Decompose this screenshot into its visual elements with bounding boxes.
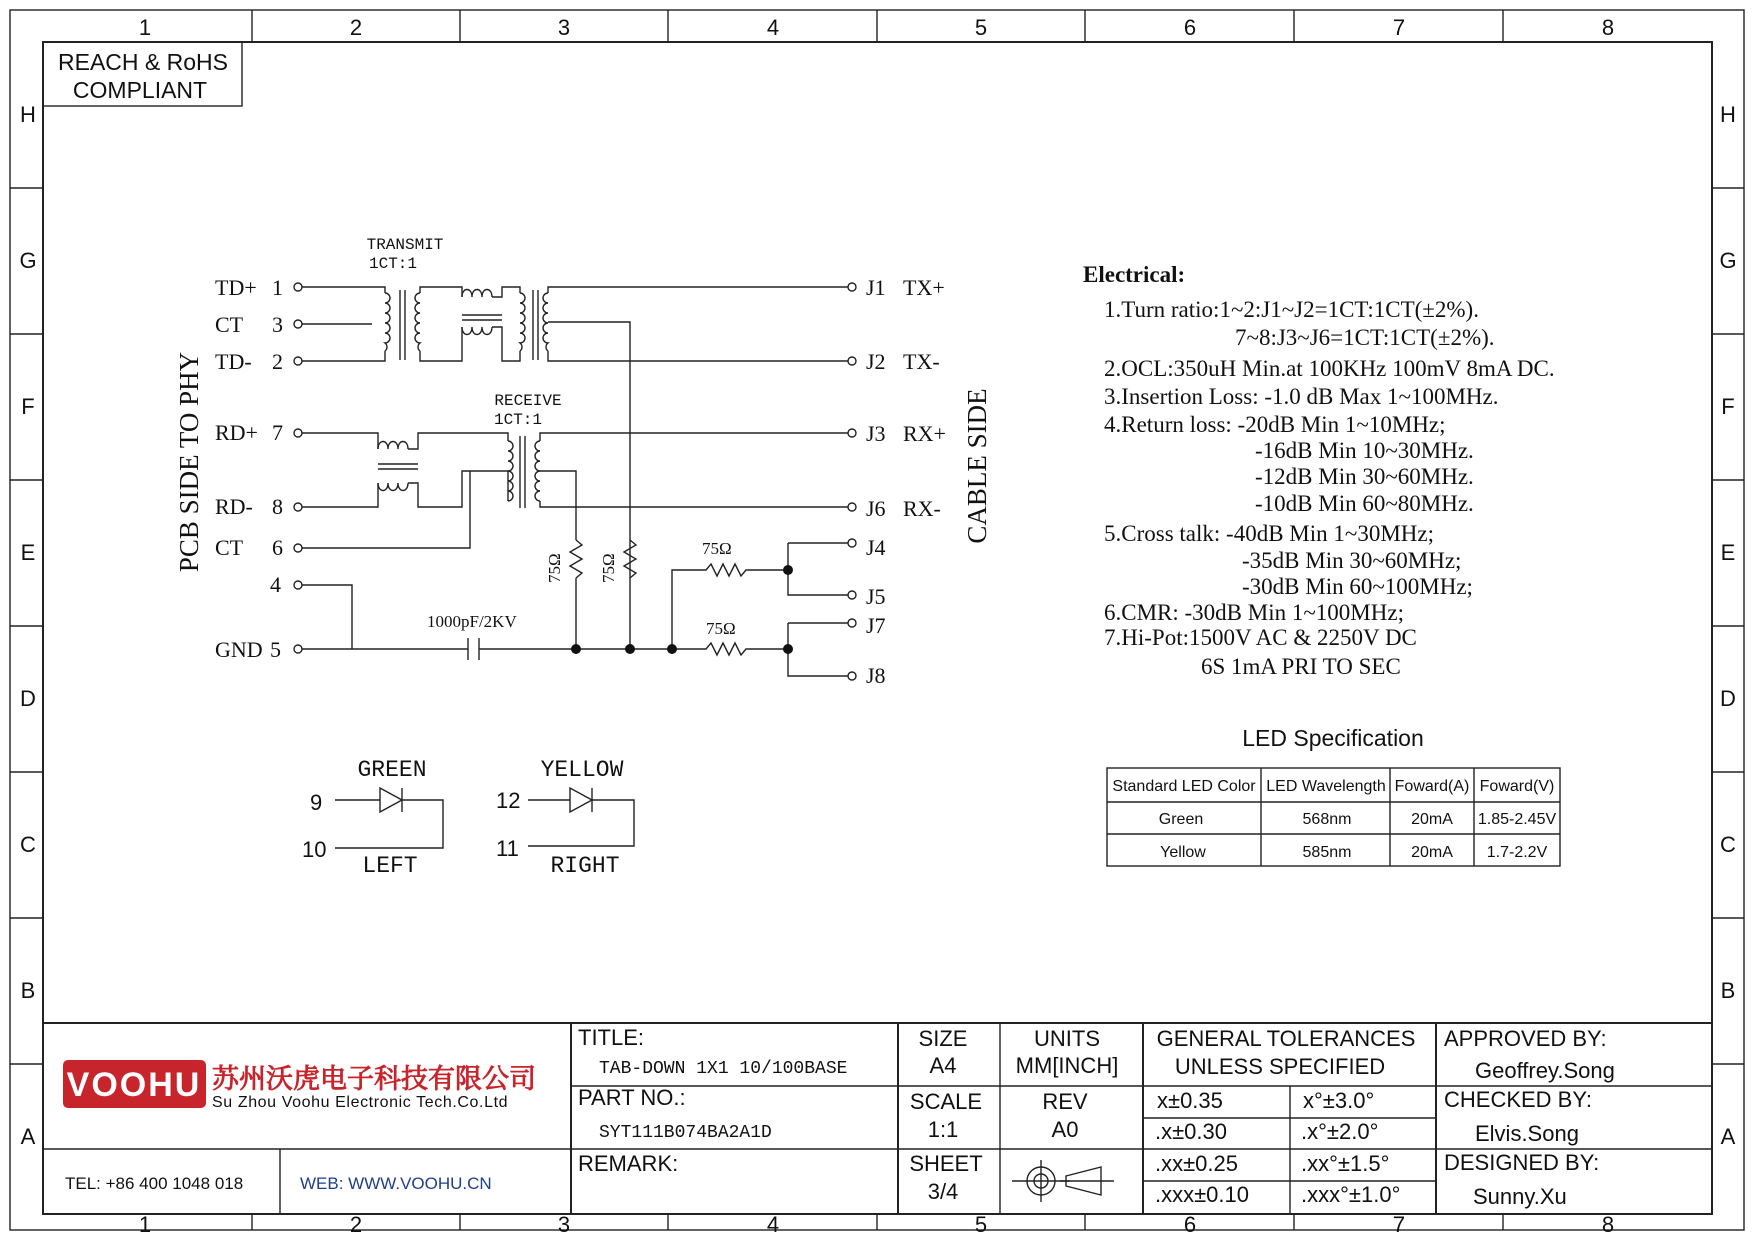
projection-symbol-icon (1012, 1160, 1114, 1202)
cable-side-label: CABLE SIDE (962, 388, 992, 544)
grid-row-left-e: E (20, 540, 36, 565)
tolerance-linear-0: x±0.35 (1157, 1088, 1223, 1113)
led-green-color: GREEN (357, 757, 427, 783)
pin-name-rx-minus: RX- (903, 496, 941, 521)
tolerance-angular-2: .xx°±1.5° (1301, 1151, 1390, 1176)
led-yellow-color: YELLOW (540, 757, 624, 783)
resistor-label-1: 75Ω (545, 553, 564, 583)
grid-col-bottom-4: 4 (766, 1212, 780, 1237)
grid-col-top-6: 6 (1183, 15, 1197, 40)
led-yellow-pin-11: 11 (496, 836, 519, 861)
tolerance-angular-1: .x°±2.0° (1301, 1119, 1379, 1144)
pin-name-tx-plus: TX+ (903, 275, 945, 300)
grid-row-right-f: F (1721, 394, 1735, 419)
transmit-transformer (302, 287, 848, 649)
transmit-label: TRANSMIT (366, 236, 444, 254)
sheet-label: SHEET (909, 1151, 983, 1176)
electrical-line-6: -16dB Min 10~30MHz. (1255, 438, 1474, 463)
led-yellow-pin-12: 12 (496, 788, 521, 813)
voohu-logo (63, 1060, 536, 1111)
electrical-spec (1083, 262, 1555, 679)
tolerance-angular-3: .xxx°±1.0° (1301, 1182, 1401, 1207)
pin-name-ct-rx: CT (215, 535, 244, 560)
pin-num-2: 2 (272, 349, 283, 374)
electrical-line-1: 1.Turn ratio:1~2:J1~J2=1CT:1CT(±2%). (1104, 297, 1479, 322)
grid-col-top-4: 4 (766, 15, 780, 40)
led-spec-cell-yellow-color: Yellow (1160, 844, 1206, 861)
resistor-label-2: 75Ω (599, 553, 618, 583)
electrical-line-10: -35dB Min 30~60MHz; (1242, 548, 1462, 573)
led-spec-cell-yellow-forward-a: 20mA (1411, 844, 1453, 861)
pcb-side-label: PCB SIDE TO PHY (174, 351, 204, 573)
pin-name-gnd: GND (215, 637, 263, 662)
tolerance-linear-2: .xx±0.25 (1155, 1151, 1239, 1176)
pin-name-tx-minus: TX- (903, 349, 940, 374)
tolerance-angular-0: x°±3.0° (1303, 1088, 1375, 1113)
sheet-value: 3/4 (927, 1179, 959, 1204)
pin-name-td-minus: TD- (215, 349, 252, 374)
grid-col-bottom-7: 7 (1392, 1212, 1406, 1237)
tolerance-linear-1: .x±0.30 (1155, 1119, 1228, 1144)
size-value: A4 (929, 1053, 957, 1078)
led-spec-cell-green-wavelength: 568nm (1302, 811, 1352, 828)
electrical-line-7: -12dB Min 30~60MHz. (1255, 464, 1474, 489)
electrical-line-3: 2.OCL:350uH Min.at 100KHz 100mV 8mA DC. (1104, 356, 1555, 381)
grid-row-left-f: F (21, 394, 35, 419)
checked-by-label: CHECKED BY: (1444, 1087, 1592, 1112)
pin-num-j5: J5 (866, 584, 886, 609)
led-green-side: LEFT (362, 853, 418, 879)
receive-label: RECEIVE (494, 392, 562, 410)
grid-row-left-b: B (20, 978, 36, 1003)
pin-num-j6: J6 (866, 496, 886, 521)
grid-row-left-g: G (19, 248, 37, 273)
checked-by-value: Elvis.Song (1475, 1121, 1579, 1146)
electrical-line-4: 3.Insertion Loss: -1.0 dB Max 1~100MHz. (1104, 384, 1499, 409)
pin-num-j2: J2 (866, 349, 886, 374)
electrical-line-5: 4.Return loss: -20dB Min 1~10MHz; (1104, 412, 1446, 437)
title-block (43, 1023, 1712, 1214)
scale-label: SCALE (909, 1089, 983, 1114)
led-spec-cell-green-forward-a: 20mA (1411, 811, 1453, 828)
led-spec-header-forward-a: Foward(A) (1394, 778, 1470, 795)
led-green-pin-10: 10 (302, 837, 327, 862)
electrical-line-11: -30dB Min 60~100MHz; (1242, 574, 1473, 599)
grid-col-top-5: 5 (974, 15, 988, 40)
size-label: SIZE (918, 1026, 968, 1051)
pin-num-j1: J1 (866, 275, 886, 300)
approved-by-value: Geoffrey.Song (1475, 1058, 1615, 1083)
pin-num-3: 3 (272, 312, 283, 337)
grid-col-bottom-8: 8 (1601, 1212, 1615, 1237)
grid-row-right-g: G (1719, 248, 1737, 273)
company-name-en: Su Zhou Voohu Electronic Tech.Co.Ltd (212, 1094, 509, 1111)
pin-name-rd-minus: RD- (215, 494, 253, 519)
grid-row-right-d: D (1720, 686, 1736, 711)
grid-col-top-1: 1 (138, 15, 152, 40)
part-no-value: SYT111B074BA2A1D (599, 1123, 772, 1143)
tolerance-title-1: GENERAL TOLERANCES (1156, 1026, 1416, 1051)
pin-num-1: 1 (272, 275, 283, 300)
pin-num-j7: J7 (866, 613, 886, 638)
led-spec-header-forward-v: Foward(V) (1479, 778, 1555, 795)
grid-col-top-7: 7 (1392, 15, 1406, 40)
grid-row-right-c: C (1720, 832, 1736, 857)
part-no-label: PART NO.: (578, 1085, 686, 1110)
led-spec-title: LED Specification (1242, 725, 1424, 751)
receive-transformer (302, 433, 848, 548)
remark-label: REMARK: (578, 1151, 679, 1176)
grid-col-bottom-1: 1 (138, 1212, 152, 1237)
units-label: UNITS (1034, 1026, 1100, 1051)
grid-col-bottom-6: 6 (1183, 1212, 1197, 1237)
led-yellow-side: RIGHT (550, 853, 620, 879)
approved-by-label: APPROVED BY: (1444, 1026, 1607, 1051)
electrical-line-14: 6S 1mA PRI TO SEC (1201, 654, 1401, 679)
grid-col-top-3: 3 (557, 15, 571, 40)
led-spec-cell-green-color: Green (1158, 811, 1204, 828)
tolerance-title-2: UNLESS SPECIFIED (1174, 1054, 1386, 1079)
receive-ratio: 1CT:1 (493, 411, 543, 429)
company-tel: TEL: +86 400 1048 018 (65, 1174, 244, 1193)
title-value: TAB-DOWN 1X1 10/100BASE (599, 1059, 848, 1079)
schematic (174, 236, 992, 879)
electrical-heading: Electrical: (1083, 262, 1186, 287)
pin-terminals (294, 283, 856, 680)
led-spec-cell-yellow-wavelength: 585nm (1302, 844, 1352, 861)
electrical-line-12: 6.CMR: -30dB Min 1~100MHz; (1104, 600, 1404, 625)
compliance-line-1: REACH & RoHS (58, 49, 228, 75)
grid-row-left-d: D (20, 686, 36, 711)
electrical-line-8: -10dB Min 60~80MHz. (1255, 491, 1474, 516)
led-yellow (496, 757, 634, 879)
pin-num-j3: J3 (866, 421, 886, 446)
grid-col-bottom-5: 5 (974, 1212, 988, 1237)
grid-col-bottom-3: 3 (557, 1212, 571, 1237)
designed-by-value: Sunny.Xu (1473, 1184, 1567, 1209)
designed-by-label: DESIGNED BY: (1444, 1150, 1600, 1175)
units-value: MM[INCH] (1015, 1053, 1119, 1078)
pin-num-8: 8 (272, 494, 283, 519)
compliance-box (43, 42, 242, 106)
electrical-line-2: 7~8:J3~J6=1CT:1CT(±2%). (1235, 325, 1495, 350)
pin-num-4: 4 (270, 572, 281, 597)
grid-row-right-h: H (1720, 102, 1736, 127)
rev-value: A0 (1051, 1117, 1079, 1142)
electrical-line-9: 5.Cross talk: -40dB Min 1~30MHz; (1104, 521, 1434, 546)
led-spec-header-wavelength: LED Wavelength (1266, 778, 1386, 795)
led-spec-cell-green-forward-v: 1.85-2.45V (1477, 811, 1557, 828)
resistor-label-3: 75Ω (702, 539, 732, 558)
pin-name-ct-tx: CT (215, 312, 244, 337)
pin-num-5: 5 (270, 637, 281, 662)
grid-row-right-e: E (1720, 540, 1736, 565)
led-green (302, 757, 443, 879)
grid-row-left-h: H (20, 102, 36, 127)
logo-text: VOOHU (66, 1066, 202, 1104)
rev-label: REV (1042, 1089, 1088, 1114)
led-spec-cell-yellow-forward-v: 1.7-2.2V (1486, 844, 1548, 861)
pin-name-rd-plus: RD+ (215, 420, 258, 445)
transmit-ratio: 1CT:1 (368, 255, 418, 273)
pin-num-j8: J8 (866, 663, 886, 688)
led-spec-header-color: Standard LED Color (1112, 778, 1256, 795)
pin-num-7: 7 (272, 420, 283, 445)
resistor-label-4: 75Ω (706, 619, 736, 638)
led-spec-table (1107, 725, 1560, 866)
company-name-cn: 苏州沃虎电子科技有限公司 (212, 1064, 536, 1094)
tolerance-linear-3: .xxx±0.10 (1155, 1182, 1250, 1207)
pin-name-rx-plus: RX+ (903, 421, 946, 446)
grid-col-bottom-2: 2 (349, 1212, 363, 1237)
grid-col-top-2: 2 (349, 15, 363, 40)
pin-num-j4: J4 (866, 535, 886, 560)
compliance-line-2: COMPLIANT (72, 77, 208, 103)
company-web: WEB: WWW.VOOHU.CN (300, 1174, 492, 1193)
grid-col-top-8: 8 (1601, 15, 1615, 40)
pin-num-6: 6 (272, 535, 283, 560)
scale-value: 1:1 (927, 1117, 959, 1142)
grid-row-left-a: A (20, 1124, 36, 1149)
title-label: TITLE: (578, 1025, 645, 1050)
capacitor-label: 1000pF/2KV (427, 612, 517, 631)
led-green-pin-9: 9 (310, 790, 323, 815)
grid-row-left-c: C (20, 832, 36, 857)
pin-name-td-plus: TD+ (215, 275, 257, 300)
grid-row-right-a: A (1720, 1124, 1736, 1149)
grid-row-right-b: B (1720, 978, 1736, 1003)
electrical-line-13: 7.Hi-Pot:1500V AC & 2250V DC (1104, 625, 1417, 650)
